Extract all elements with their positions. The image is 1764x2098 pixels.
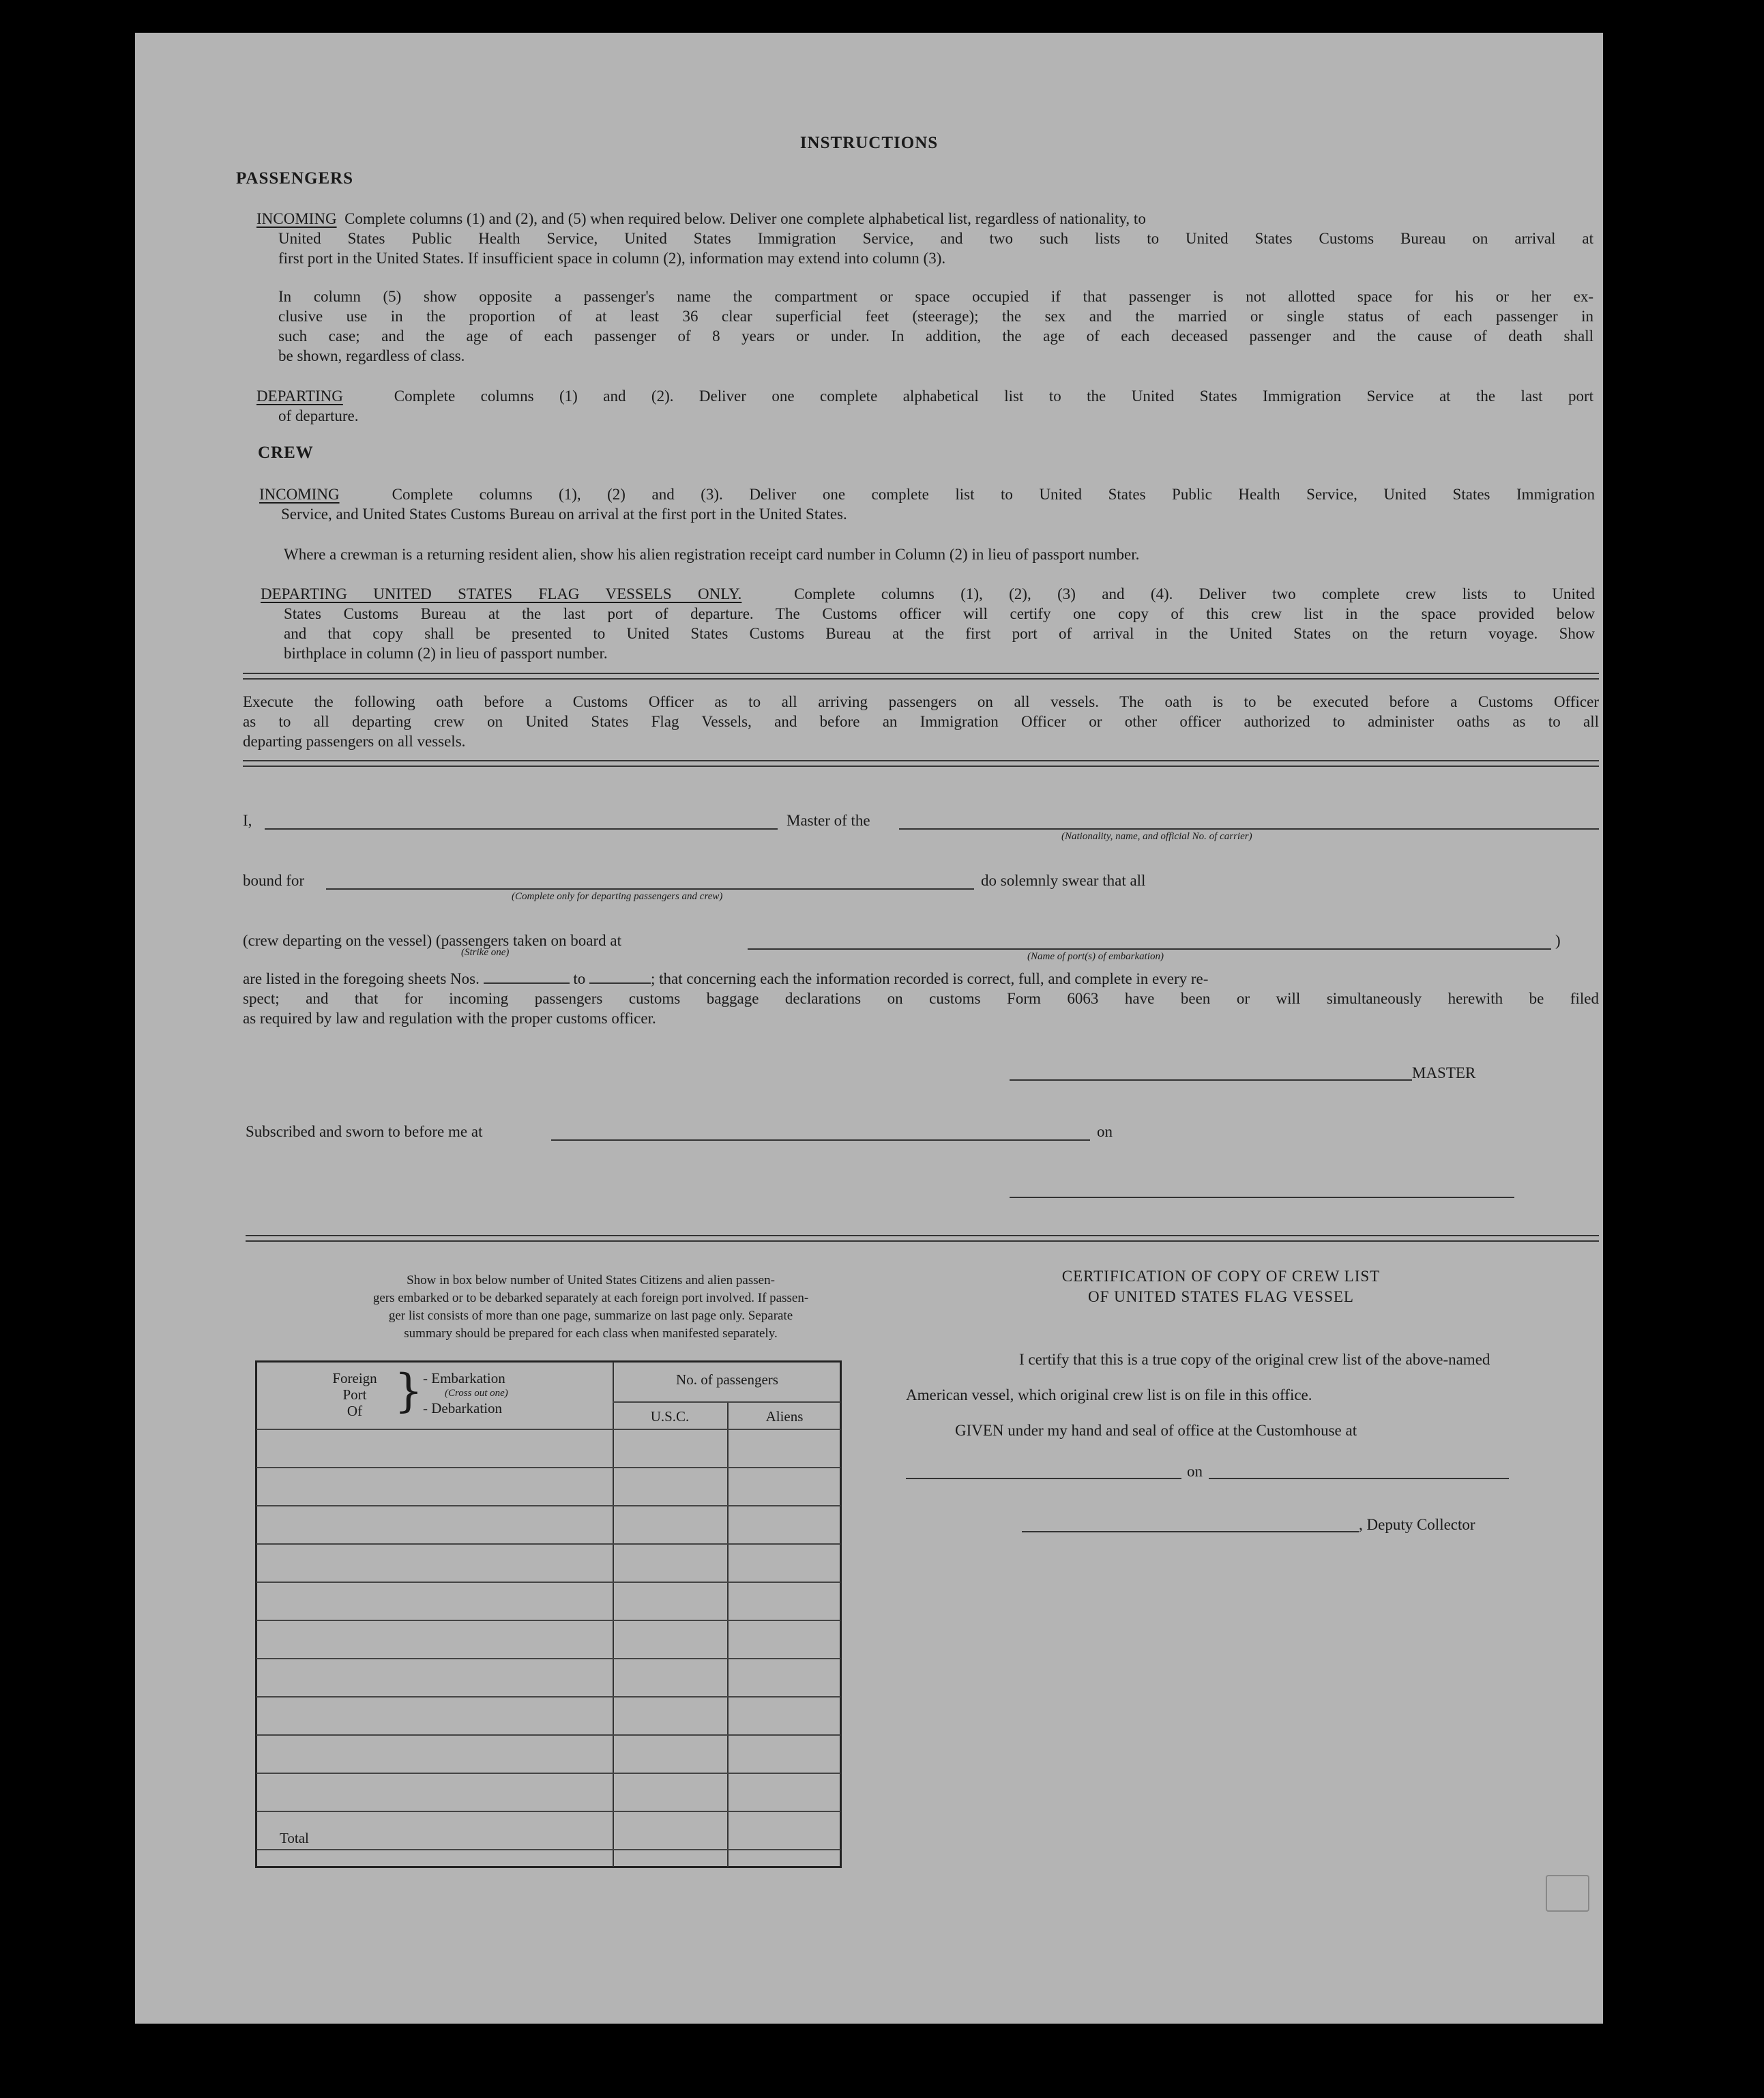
col5-text-4: be shown, regardless of class. xyxy=(278,347,465,364)
subscribed-label: Subscribed and sworn to before me at xyxy=(246,1123,483,1140)
carrier-field[interactable] xyxy=(899,828,1599,830)
embarkation-label: - Embarkation xyxy=(423,1370,505,1386)
table-row xyxy=(256,1811,840,1812)
passengers-incoming-line-1 xyxy=(256,209,1593,229)
summary-text-4: summary should be prepared for each class when manifested separately. xyxy=(404,1326,778,1341)
table-row xyxy=(256,1620,840,1621)
ports-field[interactable] xyxy=(748,948,1551,950)
master-name-field[interactable] xyxy=(265,828,778,830)
crewman-text: Where a crewman is a returning resident alien, show his alien registration receipt card number in Column (2) in lieu of passport number. xyxy=(284,546,1140,563)
on-label: on xyxy=(1097,1123,1113,1140)
table-row xyxy=(256,1696,840,1698)
departing-text-2: of departure. xyxy=(278,407,359,424)
listed-line-3: as required by law and regulation with the proper customs officer. xyxy=(243,1010,656,1027)
col5-text-1: In column (5) show opposite a passenger's name the compartment or space occupied if that passenger is not allotted space for his or her ex- xyxy=(278,288,1593,305)
incoming-text-3: first port in the United States. If insufficient space in column (2), information may extend into column (3). xyxy=(278,250,946,267)
master-label: MASTER xyxy=(1412,1064,1476,1081)
brace-icon: } xyxy=(394,1365,423,1417)
of-label: Of xyxy=(347,1403,363,1419)
col5-text-3: such case; and the age of each passenger of 8 years or under. In addition, the age of each deceased passenger and the cause of death shall xyxy=(278,327,1593,345)
passengers-departing-line-1 xyxy=(256,386,1593,407)
usc-header: U.S.C. xyxy=(650,1408,690,1425)
crew-incoming-text-2: Service, and United States Customs Bureau on arrival at the first port in the United States. xyxy=(281,506,847,523)
summary-text-2: gers embarked or to be debarked separately at each foreign port involved. If passen- xyxy=(372,1291,809,1305)
incoming-text-2: United States Public Health Service, United States Immigration Service, and two such lists to United States Customs Bureau on arrival at xyxy=(278,230,1593,247)
table-row xyxy=(256,1582,840,1583)
divider xyxy=(243,673,1599,680)
incoming-text: Complete columns (1) and (2), and (5) when required below. Deliver one complete alphabetical list, regardless of nationality, to xyxy=(344,210,1146,227)
page-number-stamp xyxy=(1546,1875,1589,1912)
certification-text-2: American vessel, which original crew list is on file in this office. xyxy=(906,1386,1312,1403)
officer-signature-field[interactable] xyxy=(1010,1197,1514,1198)
table-row xyxy=(256,1505,840,1506)
sheets-to-field[interactable] xyxy=(589,970,651,984)
listed-text: are listed in the foregoing sheets Nos. xyxy=(243,970,480,987)
crew-departing-label: (crew departing on the vessel) (passengers taken on board at xyxy=(243,932,621,949)
table-divider xyxy=(613,1362,614,1867)
table-row xyxy=(256,1543,840,1545)
debarkation-label: - Debarkation xyxy=(423,1400,503,1416)
oath-intro-1: Execute the following oath before a Customs Officer as to all arriving passengers on all vessels. The oath is to be executed before a Customs Officer xyxy=(243,693,1599,710)
crew-incoming-text: Complete columns (1), (2) and (3). Deliver one complete list to United States Public Health Service, United States Immigration xyxy=(392,486,1596,503)
oath-i-label: I, xyxy=(243,812,252,829)
flag-vessels-line-1 xyxy=(261,584,1595,604)
swear-label: do solemnly swear that all xyxy=(981,872,1146,889)
flag-vessels-label: DEPARTING UNITED STATES FLAG VESSELS ONLY. xyxy=(261,585,742,602)
flag-vessels-text: Complete columns (1), (2), (3) and (4). Deliver two complete crew lists to United xyxy=(794,585,1596,602)
sworn-place-field[interactable] xyxy=(551,1139,1090,1141)
divider xyxy=(243,760,1599,767)
summary-text-3: ger list consists of more than one page, summarize on last page only. Separate xyxy=(388,1309,793,1323)
flag-text-3: and that copy shall be presented to United States Customs Bureau at the first port of arrival in the United States on the return voyage. Show xyxy=(284,625,1595,642)
incoming-label: INCOMING xyxy=(256,210,337,227)
passenger-summary-table xyxy=(255,1360,842,1868)
bound-for-field[interactable] xyxy=(326,888,974,890)
passengers-heading: PASSENGERS xyxy=(236,169,354,188)
flag-text-2: States Customs Bureau at the last port of departure. The Customs officer will certify one copy of this crew list in the space provided below xyxy=(284,605,1595,622)
table-row xyxy=(256,1849,840,1850)
listed-text-cont: ; that concerning each the information recorded is correct, full, and complete in every re- xyxy=(650,970,1209,987)
ports-caption: (Name of port(s) of embarkation) xyxy=(1027,951,1164,962)
cross-out-caption: (Cross out one) xyxy=(445,1388,508,1399)
certification-title-2: OF UNITED STATES FLAG VESSEL xyxy=(1088,1288,1354,1305)
table-divider xyxy=(727,1403,729,1867)
nationality-caption: (Nationality, name, and official No. of carrier) xyxy=(1061,831,1252,842)
departing-text: Complete columns (1) and (2). Deliver one complete alphabetical list to the United States Immigration Service at the last port xyxy=(394,388,1593,405)
master-signature-field[interactable] xyxy=(1010,1079,1412,1081)
oath-intro-3: departing passengers on all vessels. xyxy=(243,733,466,750)
listed-line-2: spect; and that for incoming passengers customs baggage declarations on customs Form 6063 have been or will simultaneously herewith be filed xyxy=(243,990,1599,1007)
foreign-port-of-label xyxy=(321,1370,389,1419)
summary-text-1: Show in box below number of United States Citizens and alien passen- xyxy=(407,1273,775,1287)
no-passengers-header: No. of passengers xyxy=(676,1371,778,1388)
table-row xyxy=(256,1773,840,1774)
deputy-signature-field[interactable] xyxy=(1022,1531,1359,1532)
certification-title xyxy=(1003,1266,1439,1307)
certification-on-label: on xyxy=(1187,1463,1203,1480)
embarkation-options xyxy=(423,1370,508,1416)
port-label: Port xyxy=(342,1386,367,1403)
divider xyxy=(246,1235,1599,1242)
table-row xyxy=(256,1658,840,1659)
certification-text-1: I certify that this is a true copy of the original crew list of the above-named xyxy=(1019,1351,1490,1368)
certification-date-field[interactable] xyxy=(1209,1478,1509,1479)
summary-instructions xyxy=(243,1272,939,1343)
departing-label: DEPARTING xyxy=(256,388,343,405)
oath-intro-2: as to all departing crew on United States Flag Vessels, and before an Immigration Officer or other officer authorized to administer oaths as to all xyxy=(243,713,1599,730)
aliens-header: Aliens xyxy=(765,1408,804,1425)
table-row xyxy=(256,1429,840,1430)
table-divider xyxy=(613,1401,840,1403)
col5-text-2: clusive use in the proportion of at least 36 clear superficial feet (steerage); the sex and the married or single status of each passenger in xyxy=(278,308,1593,325)
flag-text-4: birthplace in column (2) in lieu of passport number. xyxy=(284,645,608,662)
total-label: Total xyxy=(280,1830,309,1846)
bound-for-label: bound for xyxy=(243,872,305,889)
bound-for-caption: (Complete only for departing passengers and crew) xyxy=(512,891,723,902)
sheets-from-field[interactable] xyxy=(484,970,570,984)
crew-heading: CREW xyxy=(258,443,314,462)
to-label: to xyxy=(573,970,586,987)
strike-one-caption: (Strike one) xyxy=(461,947,510,958)
certification-title-1: CERTIFICATION OF COPY OF CREW LIST xyxy=(1061,1268,1381,1285)
document-page xyxy=(135,33,1603,2024)
foreign-label: Foreign xyxy=(332,1370,377,1386)
close-paren: ) xyxy=(1555,932,1561,949)
customhouse-field[interactable] xyxy=(906,1478,1181,1479)
master-of-label: Master of the xyxy=(787,812,870,829)
listed-line-1 xyxy=(243,969,1599,989)
table-row xyxy=(256,1734,840,1736)
certification-text-3: GIVEN under my hand and seal of office at the Customhouse at xyxy=(955,1422,1357,1439)
crew-incoming-label: INCOMING xyxy=(259,486,340,503)
crew-incoming-line-1 xyxy=(259,484,1595,505)
table-row xyxy=(256,1467,840,1468)
instructions-title: INSTRUCTIONS xyxy=(799,134,939,152)
deputy-collector-label: , Deputy Collector xyxy=(1359,1516,1475,1533)
